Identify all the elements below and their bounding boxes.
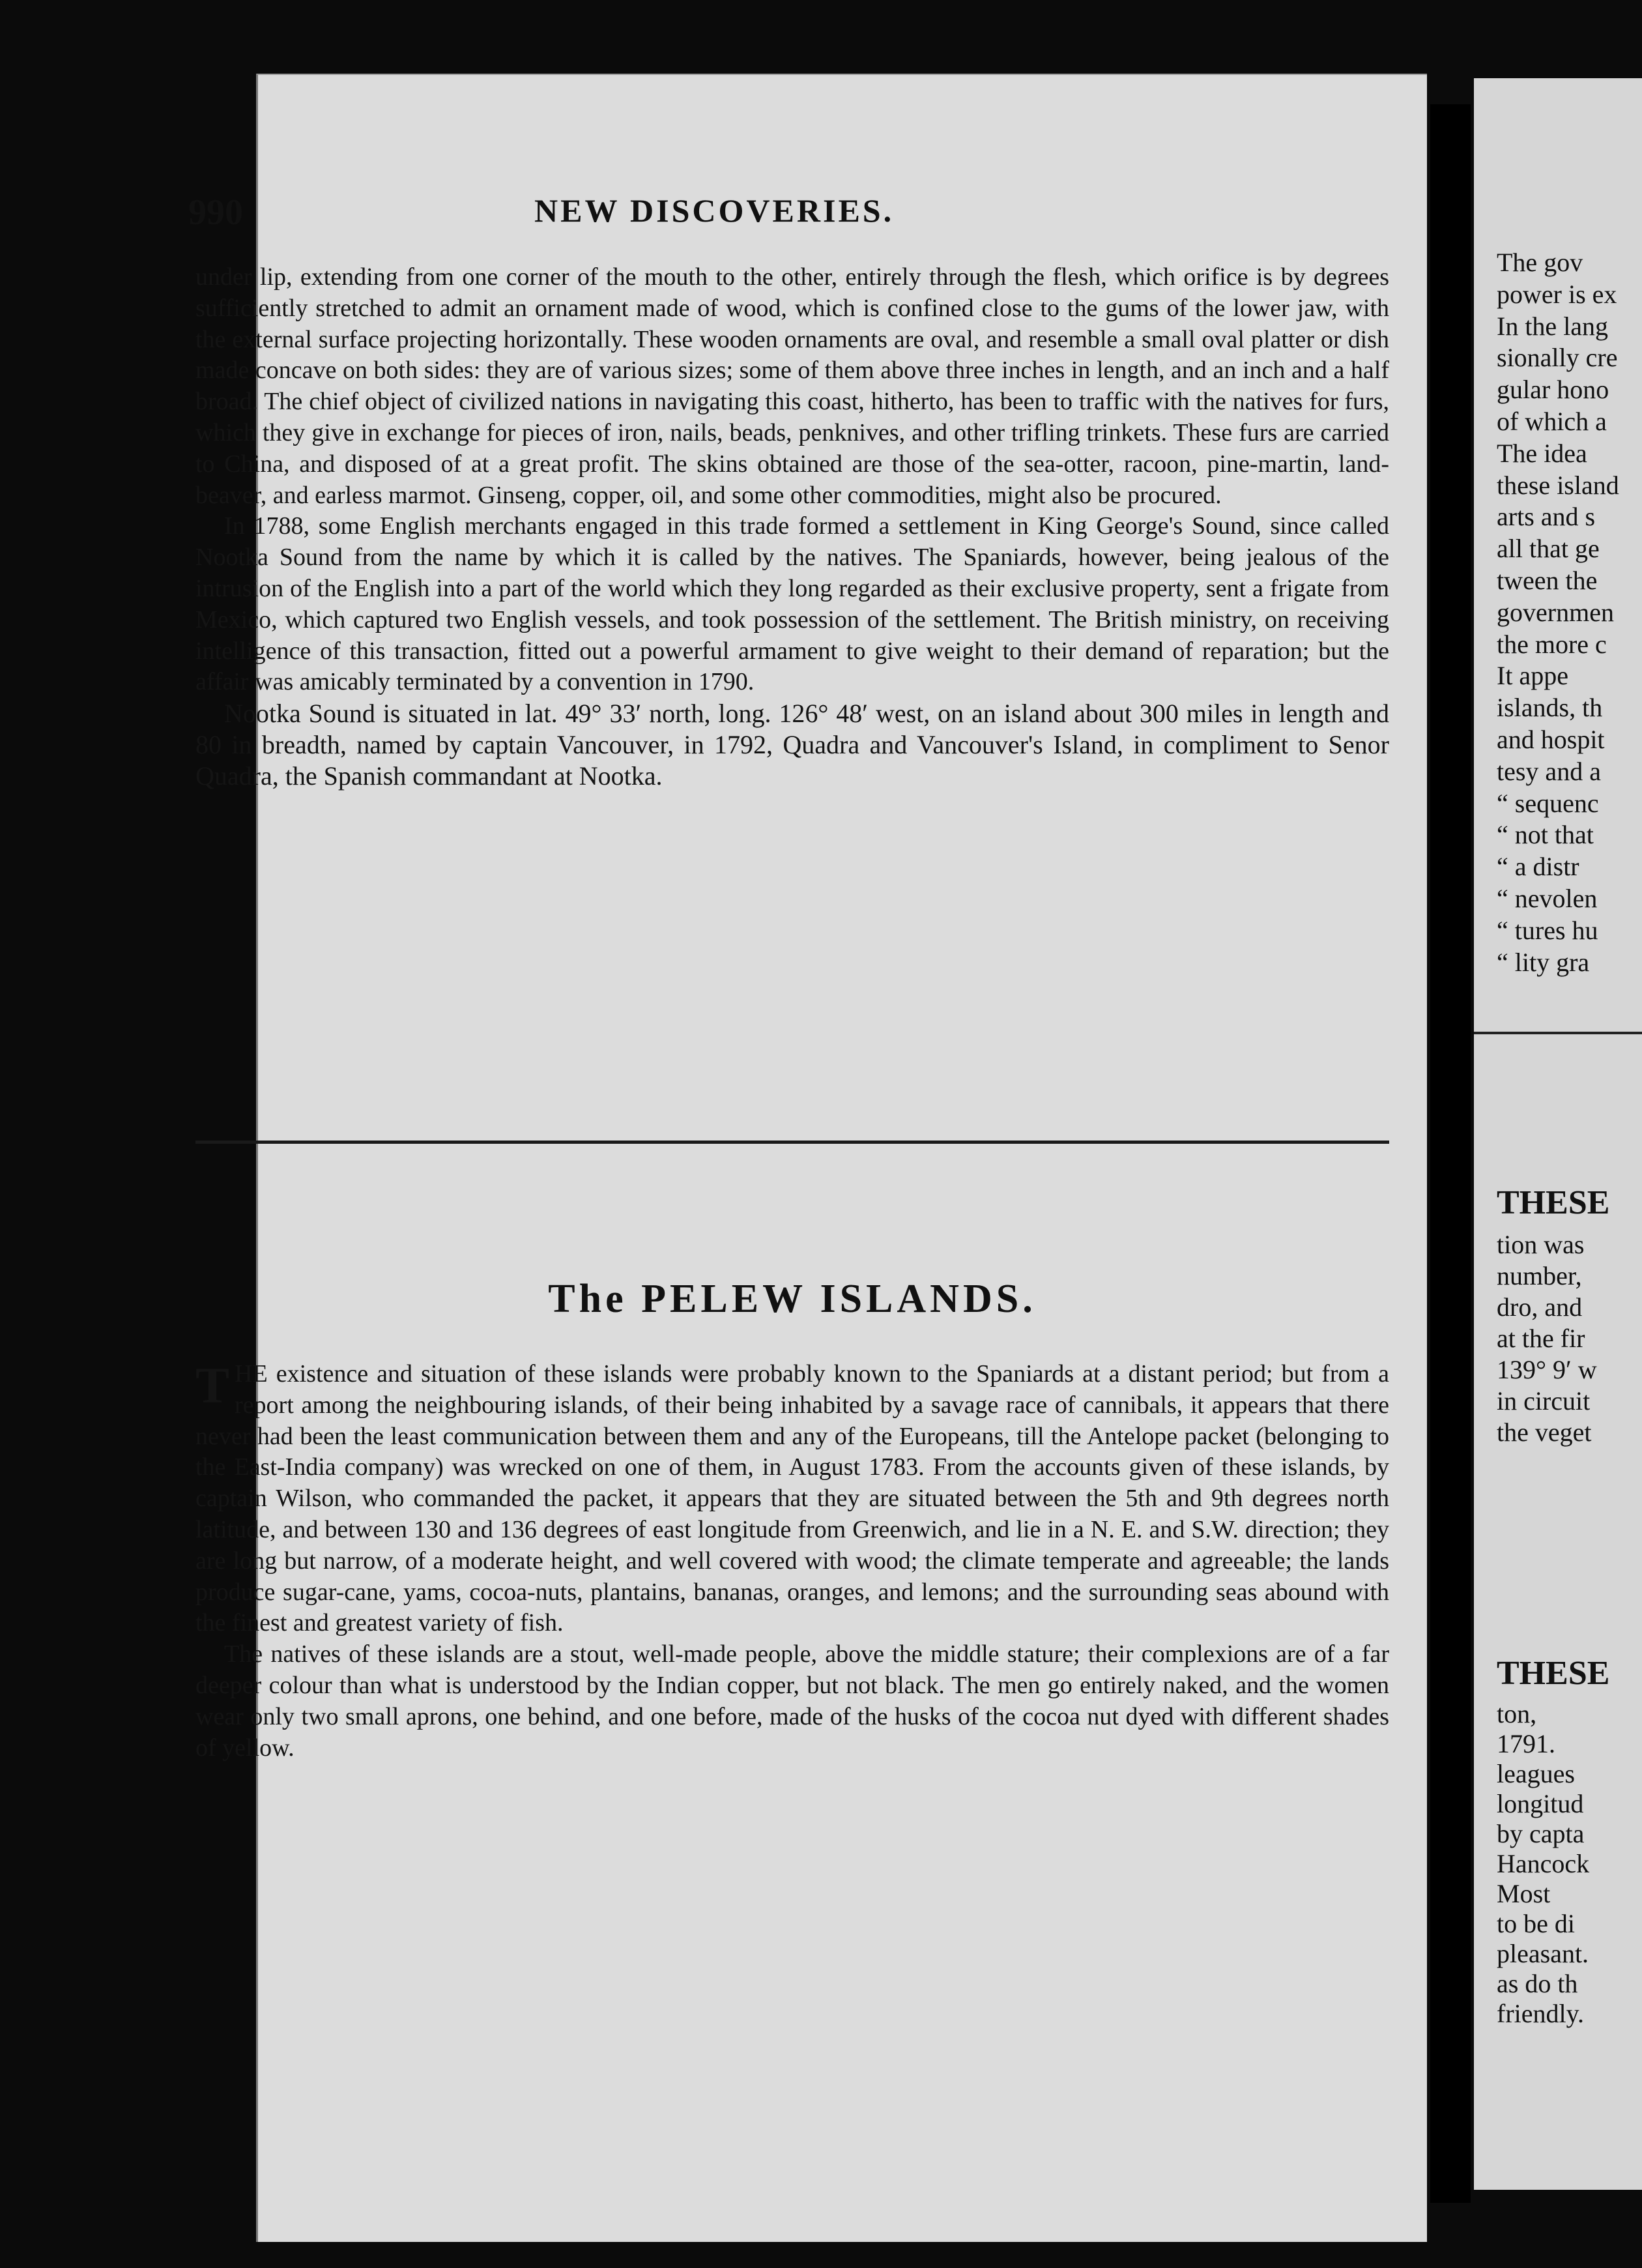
right-page-line: friendly. bbox=[1497, 1999, 1585, 2028]
right-page-line: The gov bbox=[1497, 248, 1583, 277]
right-page-line: tween the bbox=[1497, 566, 1598, 595]
right-page-line: ton, bbox=[1497, 1699, 1537, 1728]
right-page-line: “ not that bbox=[1497, 820, 1594, 850]
right-page-line: In the lang bbox=[1497, 311, 1609, 341]
page-header bbox=[188, 192, 1108, 250]
right-page-divider bbox=[1474, 1032, 1642, 1034]
right-page-heading: THESE bbox=[1497, 1184, 1610, 1221]
right-page-line: dro, and bbox=[1497, 1292, 1583, 1322]
right-page-line: of which a bbox=[1497, 407, 1607, 436]
section-title: The PELEW ISLANDS. bbox=[548, 1277, 1037, 1321]
right-page-line: “ lity gra bbox=[1497, 947, 1590, 977]
right-page-line: and hospit bbox=[1497, 725, 1605, 754]
right-page-line: the more c bbox=[1497, 629, 1607, 659]
right-page-line: as do th bbox=[1497, 1969, 1578, 1998]
right-page-line: the veget bbox=[1497, 1418, 1592, 1447]
right-page-line: “ tures hu bbox=[1497, 915, 1598, 945]
right-page-line: islands, th bbox=[1497, 693, 1603, 723]
paragraph-pelew-intro bbox=[195, 1359, 1389, 1639]
right-page-line: in circuit bbox=[1497, 1386, 1591, 1416]
paragraph-lip-ornaments: under lip, extending from one corner of the mouth to the other, entirely through the flesh, which orifice is by degrees sufficiently stretched to admit an ornament made of wood, which is confined close to the gums of the lower jaw, with the external surface projecting horizontally. These wooden ornaments are oval, and resemble a small oval platter or dish made concave on both sides: they are of various sizes; some of them above three inches in length, and an inch and a half broad. The chief object of civilized nations in navigating this coast, hitherto, has been to traffic with the natives for furs, which they give in exchange for pieces of iron, nails, beads, penknives, and other trifling trinkets. These furs are carried to China, and disposed of at a great profit. The skins obtained are those of the sea-otter, racoon, pine-martin, land-beaver, and earless marmot. Ginseng, copper, oil, and some other commodities, might also be procured. bbox=[195, 263, 1389, 509]
right-page-line: by capta bbox=[1497, 1819, 1585, 1848]
right-page-line: Most bbox=[1497, 1879, 1551, 1908]
right-page-line: Hancock bbox=[1497, 1849, 1590, 1878]
right-page-line: tion was bbox=[1497, 1230, 1585, 1259]
right-page-line: sionally cre bbox=[1497, 343, 1618, 373]
right-page-line: leagues bbox=[1497, 1759, 1575, 1788]
right-page-line: 1791. bbox=[1497, 1729, 1555, 1758]
right-page-line: 139° 9′ w bbox=[1497, 1355, 1597, 1384]
right-page-line: at the fir bbox=[1497, 1324, 1585, 1353]
right-page-line: pleasant. bbox=[1497, 1939, 1589, 1968]
right-page-line: “ nevolen bbox=[1497, 884, 1598, 913]
right-page-line: “ sequenc bbox=[1497, 788, 1599, 818]
drop-cap: T bbox=[195, 1357, 230, 1414]
right-page-line: longitud bbox=[1497, 1789, 1584, 1818]
right-page-line: tesy and a bbox=[1497, 756, 1601, 786]
right-page-line: all that ge bbox=[1497, 534, 1600, 564]
pelew-section bbox=[195, 1359, 1389, 1764]
book-gutter bbox=[1430, 104, 1471, 2203]
paragraph-nootka-location: Nootka Sound is situated in lat. 49° 33′ north, long. 126° 48′ west, on an island about 300 miles in length and 80 in breadth, named by captain Vancouver, in 1792, Quadra and Vancouver's Island, in compliment to Senor Quadra, the Spanish commandant at Nootka. bbox=[195, 699, 1389, 791]
right-page-line: these island bbox=[1497, 470, 1619, 500]
right-page-line: gular hono bbox=[1497, 375, 1609, 405]
right-page-line: to be di bbox=[1497, 1909, 1575, 1938]
paragraph-pelew-intro-text: HE existence and situation of these islands were probably known to the Spaniards at a distant period; but from a report among the neighbouring islands, of their being inhabited by a savage race of cannibals, it appears that there never had been the least communication between them and any of the Europeans, till the Antelope packet (belonging to the East-India company) was wrecked on one of them, in August 1783. From the accounts given of these islands, by captain Wilson, who commanded the packet, it appears that they are situated between the 5th and 9th degrees north latitude, and between 130 and 136 degrees of east longitude from Greenwich, and lie in a N. E. and S.W. direction; they are long but narrow, of a moderate height, and well covered with wood; the climate temperate and agreeable; the lands produce sugar-cane, yams, cocoa-nuts, plantains, bananas, oranges, and lemons; and the surrounding seas abound with the finest and greatest variety of fish. bbox=[195, 1360, 1389, 1637]
right-page-line: arts and s bbox=[1497, 502, 1596, 532]
section-divider bbox=[195, 1141, 1389, 1144]
paragraph-settlement-1788: In 1788, some English merchants engaged in this trade formed a settlement in King George's Sound, since called Nootka Sound from the name by which it is called by the natives. The Spaniards, however, being jealous of the intrusion of the English into a part of the world which they long regarded as their exclusive property, sent a frigate from Mexico, which captured two English vessels, and took possession of the settlement. The British ministry, on receiving intelligence of this transaction, fitted out a powerful armament to give weight to their demand of reparation; but the affair was amicably terminated by a convention in 1790. bbox=[195, 512, 1389, 696]
right-page-heading: THESE bbox=[1497, 1655, 1610, 1692]
nootka-section bbox=[195, 262, 1389, 792]
right-page-line: The idea bbox=[1497, 438, 1587, 468]
page-number: 990 bbox=[188, 192, 243, 233]
right-page-line: governmen bbox=[1497, 597, 1614, 627]
right-page-line: “ a distr bbox=[1497, 852, 1579, 882]
right-page-line: number, bbox=[1497, 1261, 1582, 1290]
right-page-line: power is ex bbox=[1497, 279, 1617, 309]
paragraph-pelew-natives: The natives of these islands are a stout, well-made people, above the middle stature; their complexions are of a far deeper colour than what is understood by the Indian copper, but not black. The men go entirely naked, and the women wear only two small aprons, one behind, and one before, made of the husks of the cocoa nut dyed with different shades of yellow. bbox=[195, 1640, 1389, 1762]
running-head: NEW DISCOVERIES. bbox=[534, 192, 895, 229]
right-page-line: It appe bbox=[1497, 661, 1568, 691]
